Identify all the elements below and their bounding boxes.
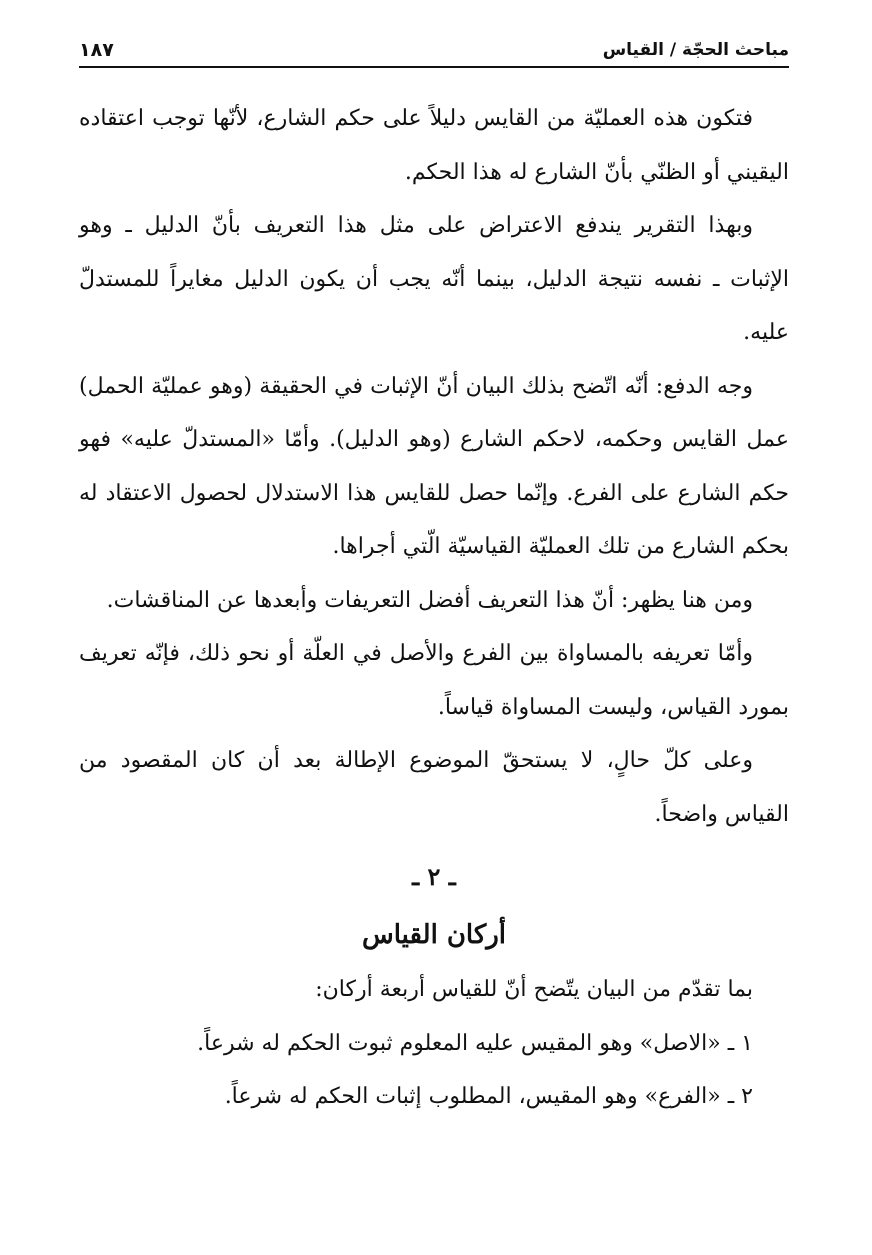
list-item: ٢ ـ «الفرع» وهو المقيس، المطلوب إثبات الحكم له شرعاً. — [224, 1084, 753, 1109]
section-intro: بما تقدّم من البيان يتّضح أنّ للقياس أربعة أركان: — [315, 977, 753, 1002]
section-title: أركان القياس — [361, 920, 507, 950]
header-title: مباحث الحجّة / القياس — [602, 40, 789, 60]
running-header — [79, 30, 789, 68]
list-item: ١ ـ «الاصل» وهو المقيس عليه المعلوم ثبوت الحكم له شرعاً. — [197, 1030, 753, 1056]
paragraph: وبهذا التقرير يندفع الاعتراض على مثل هذا التعريف بأنّ الدليل ـ وهو الإثبات ـ نفسه نتيجة الدليل، بينما أنّه يجب أن يكون الدليل مغايراً للمستدلّ عليه. — [79, 213, 789, 345]
paragraph: ومن هنا يظهر: أنّ هذا التعريف أفضل التعريفات وأبعدها عن المناقشات. — [106, 587, 753, 613]
paragraph: وأمّا تعريفه بالمساواة بين الفرع والأصل في العلّة أو نحو ذلك، فإنّه تعريف بمورد القياس، وليست المساواة قياساً. — [79, 641, 789, 720]
page-number: ١٨٧ — [79, 39, 114, 61]
page-body — [79, 92, 789, 1124]
section-number: ـ ٢ ـ — [412, 862, 456, 891]
paragraph: وجه الدفع: أنّه اتّضح بذلك البيان أنّ الإثبات في الحقيقة (وهو عمليّة الحمل) عمل القايس وحكمه، لاحكم الشارع (وهو الدليل). وأمّا «المستدلّ عليه» فهو حكم الشارع على الفرع. وإنّما حصل للقايس هذا الاستدلال لحصول الاعتقاد له بحكم الشارع من تلك العمليّة القياسيّة الّتي أجراها. — [79, 373, 789, 559]
paragraph: وعلى كلّ حالٍ، لا يستحقّ الموضوع الإطالة بعد أن كان المقصود من القياس واضحاً. — [79, 748, 789, 827]
paragraph: فتكون هذه العمليّة من القايس دليلاً على حكم الشارع، لأنّها توجب اعتقاده اليقيني أو الظنّي بأنّ الشارع له هذا الحكم. — [79, 106, 789, 185]
